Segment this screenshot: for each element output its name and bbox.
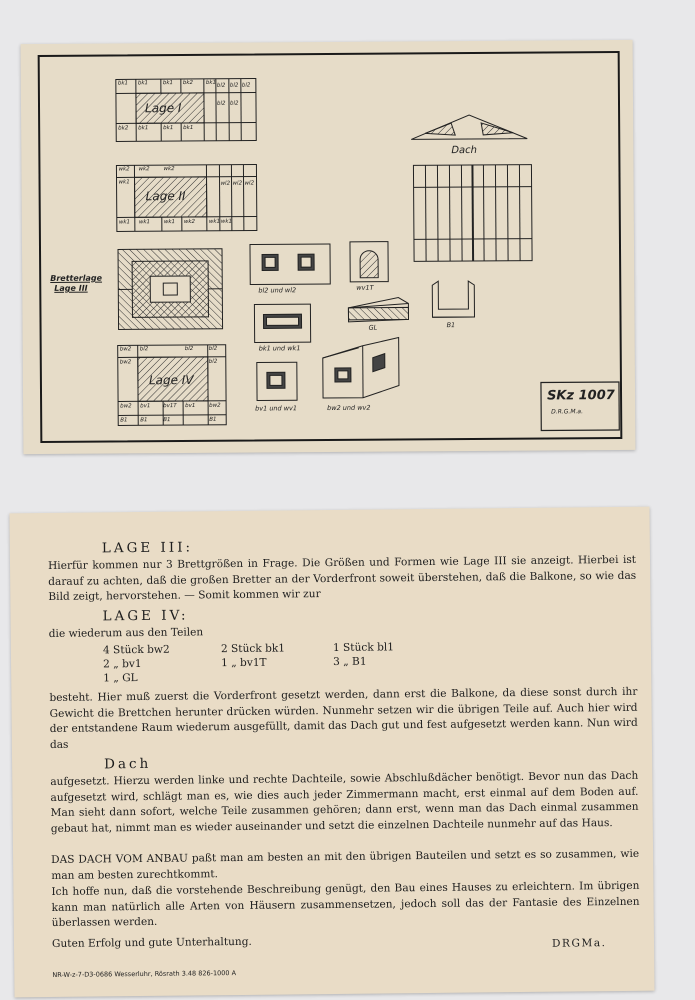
cell-label-l2: wk1	[220, 218, 233, 225]
cell-label-l1: bk1	[138, 125, 149, 132]
caption-bw2-wv2: bw2 und wv2	[327, 403, 371, 413]
part-cell: 1 „ bv1T	[221, 656, 267, 670]
cell-label-l4: bv1T	[163, 403, 177, 410]
paragraph-dach: aufgesetzt. Hierzu werden linke und rechte Dachteile, sowie Abschlußdächer benötigt. Bevor nun das Dach aufgesetzt wird, schlägt man es, wie dies auch jeder Zimmermann macht, erst einmal auf dem Boden auf. Man sieht dann sofort, welche Teile zusammen gehören; dann erst, wenn man das Dach einmal zusammen gebaut hat, nimmt man es wieder auseinander und setzt die einzelnen Dachteile nunmehr auf das Haus.	[50, 769, 639, 835]
cell-label-l4: B1	[209, 416, 217, 423]
bretterlage-label: Bretterlage	[50, 273, 103, 283]
cell-label-l2: wk1	[138, 219, 151, 226]
cell-label-l4: B1	[163, 417, 171, 424]
cell-label-l4: bw2	[209, 402, 221, 409]
cell-label-l2: wl2	[244, 180, 255, 187]
caption-wv1t: wv1T	[356, 283, 374, 292]
cell-label-l2: wk2	[138, 166, 150, 173]
dach-label: Dach	[451, 144, 478, 157]
cell-label-l1: bk1	[183, 124, 194, 132]
cell-label-l2: wk1	[163, 219, 176, 226]
part-cell: 2 „ bv1	[103, 657, 142, 671]
cell-label-l1: bl2	[216, 100, 226, 107]
cell-label-l4: B1	[140, 417, 148, 424]
cell-label-l4: bw2	[120, 403, 132, 410]
caption-bl2-wl2: bl2 und wl2	[258, 286, 297, 295]
cell-label-l2: wk1	[208, 218, 221, 225]
caption-b1: B1	[446, 321, 456, 330]
lage-3-diagram	[118, 249, 223, 330]
cell-label-l4: bl2	[139, 346, 149, 353]
plan-sheet	[21, 40, 636, 454]
cell-label-l4: bl2	[208, 358, 218, 365]
footer-print-note: NR-W-z-7-D3-0686 Wesserluhr, Rösrath 3.48 826-1000 A	[52, 969, 237, 979]
signature: DRGMa.	[551, 937, 607, 950]
cell-label-l2: wk2	[183, 218, 196, 226]
stamp-code: SKz 1007	[546, 388, 615, 404]
caption-bk1-wk1: bk1 und wk1	[258, 344, 301, 353]
lage-2-label: Lage II	[145, 188, 186, 204]
cell-label-l2: wk2	[118, 166, 130, 173]
cell-label-l1: bk1	[205, 79, 217, 86]
cell-label-l2: wk1	[118, 219, 131, 226]
caption-gl: GL	[368, 323, 378, 332]
heading-dach: Dach	[104, 755, 152, 773]
cell-label-l1: bl2	[241, 82, 251, 89]
cell-label-l1: bk1	[162, 80, 174, 87]
house-block	[323, 338, 399, 399]
cell-label-l2: wk1	[118, 179, 130, 186]
cell-label-l1: bl2	[229, 100, 239, 107]
paragraph-anbau: DAS DACH VOM ANBAU paßt man am besten an mit den übrigen Bauteilen und setzt es so zusammen, wie man am besten zurechtkommt.	[51, 847, 640, 882]
gl-piece	[348, 297, 408, 321]
cell-label-l4: bw2	[119, 346, 132, 353]
cell-label-l1: bk2	[182, 79, 194, 87]
b1-piece	[432, 281, 474, 317]
roof-diagram	[411, 115, 532, 262]
greeting: Guten Erfolg und gute Unterhaltung.	[51, 935, 252, 950]
cell-label-l4: bv1	[185, 402, 196, 410]
cell-label-l2: wl2	[220, 180, 231, 187]
cell-label-l2: wl2	[232, 180, 243, 187]
part-cell: 3 „ B1	[332, 655, 367, 668]
heading-lage-4: LAGE IV:	[102, 607, 189, 625]
part-cell: 4 Stück bw2	[102, 643, 170, 657]
cell-label-l2: wk2	[163, 166, 175, 173]
stamp-sub: D.R.G.M.a.	[551, 408, 584, 416]
lage-1-label: Lage I	[144, 101, 182, 116]
paragraph-lage-3: Hierfür kommen nur 3 Brettgrößen in Frage. Die Größen und Formen wie Lage III sie anzeigt. Hierbei ist darauf zu achten, daß die großen Bretter an der Vorderfront soweit überstehen, daß die Balkone, so wie das Bild zeigt, hervorstehen. — Somit kommen wir zur	[47, 553, 637, 604]
cell-label-l1: bk1	[163, 125, 174, 132]
cell-label-l4: bv1	[140, 403, 151, 410]
part-cell: 2 Stück bk1	[220, 642, 286, 656]
cell-label-l1: bk1	[117, 80, 129, 87]
lage-4-label: Lage IV	[148, 372, 194, 388]
caption-bv1-wv1: bv1 und wv1	[255, 404, 298, 413]
paragraph-lage-4: besteht. Hier muß zuerst die Vorderfront gesetzt werden, dann erst die Balkone, da diese sonst durch ihr Gewicht die Brettchen herunter drücken würden. Nunmehr setzen wir die übrigen Teile auf. Auch hier wird der entstandene Raum wiederum ausgefüllt, damit das Dach gut und fest aufgesetzt werden kann. Nun wird das	[49, 685, 638, 751]
lage-3-label: Lage III	[54, 283, 88, 293]
cell-label-l4: bl2	[184, 345, 194, 353]
part-cell: 1 Stück bl1	[332, 641, 395, 654]
cell-label-l4: bw2	[119, 359, 132, 366]
paragraph-parts-intro: die wiederum aus den Teilen	[48, 626, 204, 640]
part-cell: 1 „ GL	[103, 672, 138, 685]
cell-label-l4: B1	[120, 417, 128, 424]
paragraph-closing: Ich hoffe nun, daß die vorstehende Beschreibung genügt, den Bau eines Hauses zu erleichtern. Im übrigen kann man natürlich alle Arten von Häusern zusammensetzen, jedoch soll das der Fantasie des Einzelnen überlassen werden.	[51, 879, 640, 930]
cell-label-l1: bl2	[216, 82, 226, 89]
heading-lage-3: LAGE III:	[101, 539, 194, 557]
instruction-sheet	[9, 507, 654, 998]
cell-label-l1: bk1	[137, 80, 149, 87]
cell-label-l4: bl2	[208, 345, 218, 352]
cell-label-l1: bk2	[118, 125, 129, 132]
cell-label-l1: bl2	[229, 82, 239, 89]
plan-drawing	[21, 40, 636, 454]
